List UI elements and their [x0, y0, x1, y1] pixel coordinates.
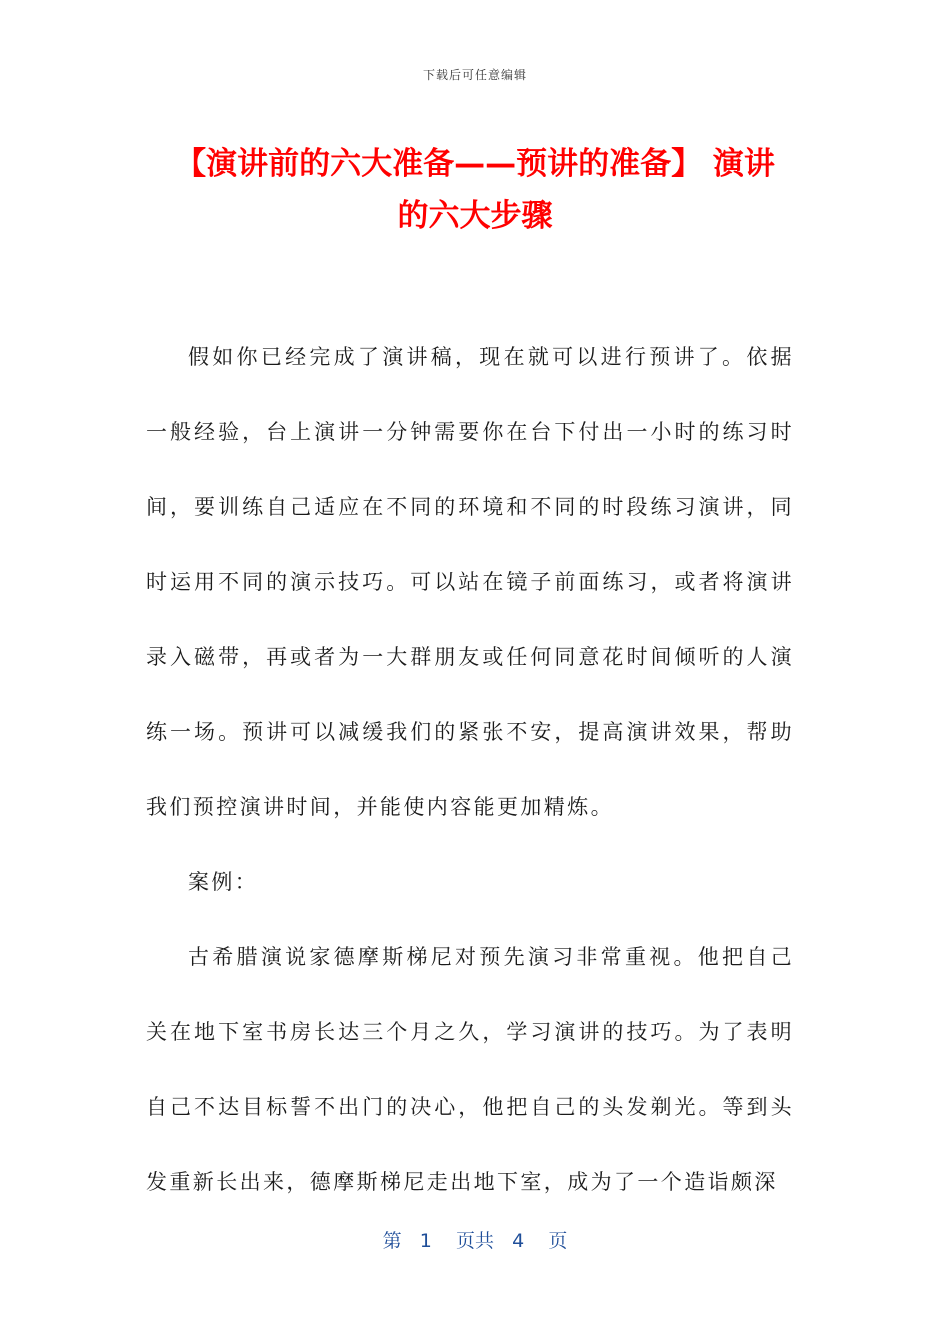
- page-footer: [0, 1226, 950, 1253]
- footer-current-page: 1: [419, 1230, 432, 1252]
- footer-prefix: 第: [382, 1230, 402, 1252]
- title-line-1: 【演讲前的六大准备——预讲的准备】 演讲: [175, 146, 775, 182]
- paragraph-case-label: 案例：: [188, 870, 259, 894]
- paragraph-intro: 假如你已经完成了演讲稿，现在就可以进行预讲了。依据一般经验，台上演讲一分钟需要你在台下付出一小时的练习时间，要训练自己适应在不同的环境和不同的时段练习演讲，同时运用不同的演示技巧。可以站在镜子前面练习，或者将演讲录入磁带，再或者为一大群朋友或任何同意花时间倾听的人演练一场。预讲可以减缓我们的紧张不安，提高演讲效果，帮助我们预控演讲时间，并能使内容能更加精炼。: [146, 345, 794, 819]
- footer-middle: 页共: [455, 1230, 494, 1252]
- footer-total-pages: 4: [512, 1230, 525, 1252]
- document-title: [120, 138, 830, 242]
- paragraph-case-story: 古希腊演说家德摩斯梯尼对预先演习非常重视。他把自己关在地下室书房长达三个月之久，学习演讲的技巧。为了表明自己不达目标誓不出门的决心，他把自己的头发剃光。等到头发重新长出来，德摩斯梯尼走出地下室，成为了一个造诣颇深: [146, 945, 794, 1194]
- header-note: 下载后可任意编辑: [422, 68, 527, 82]
- title-line-2: 的六大步骤: [397, 198, 553, 234]
- document-body: [146, 320, 794, 1220]
- footer-suffix: 页: [548, 1230, 568, 1252]
